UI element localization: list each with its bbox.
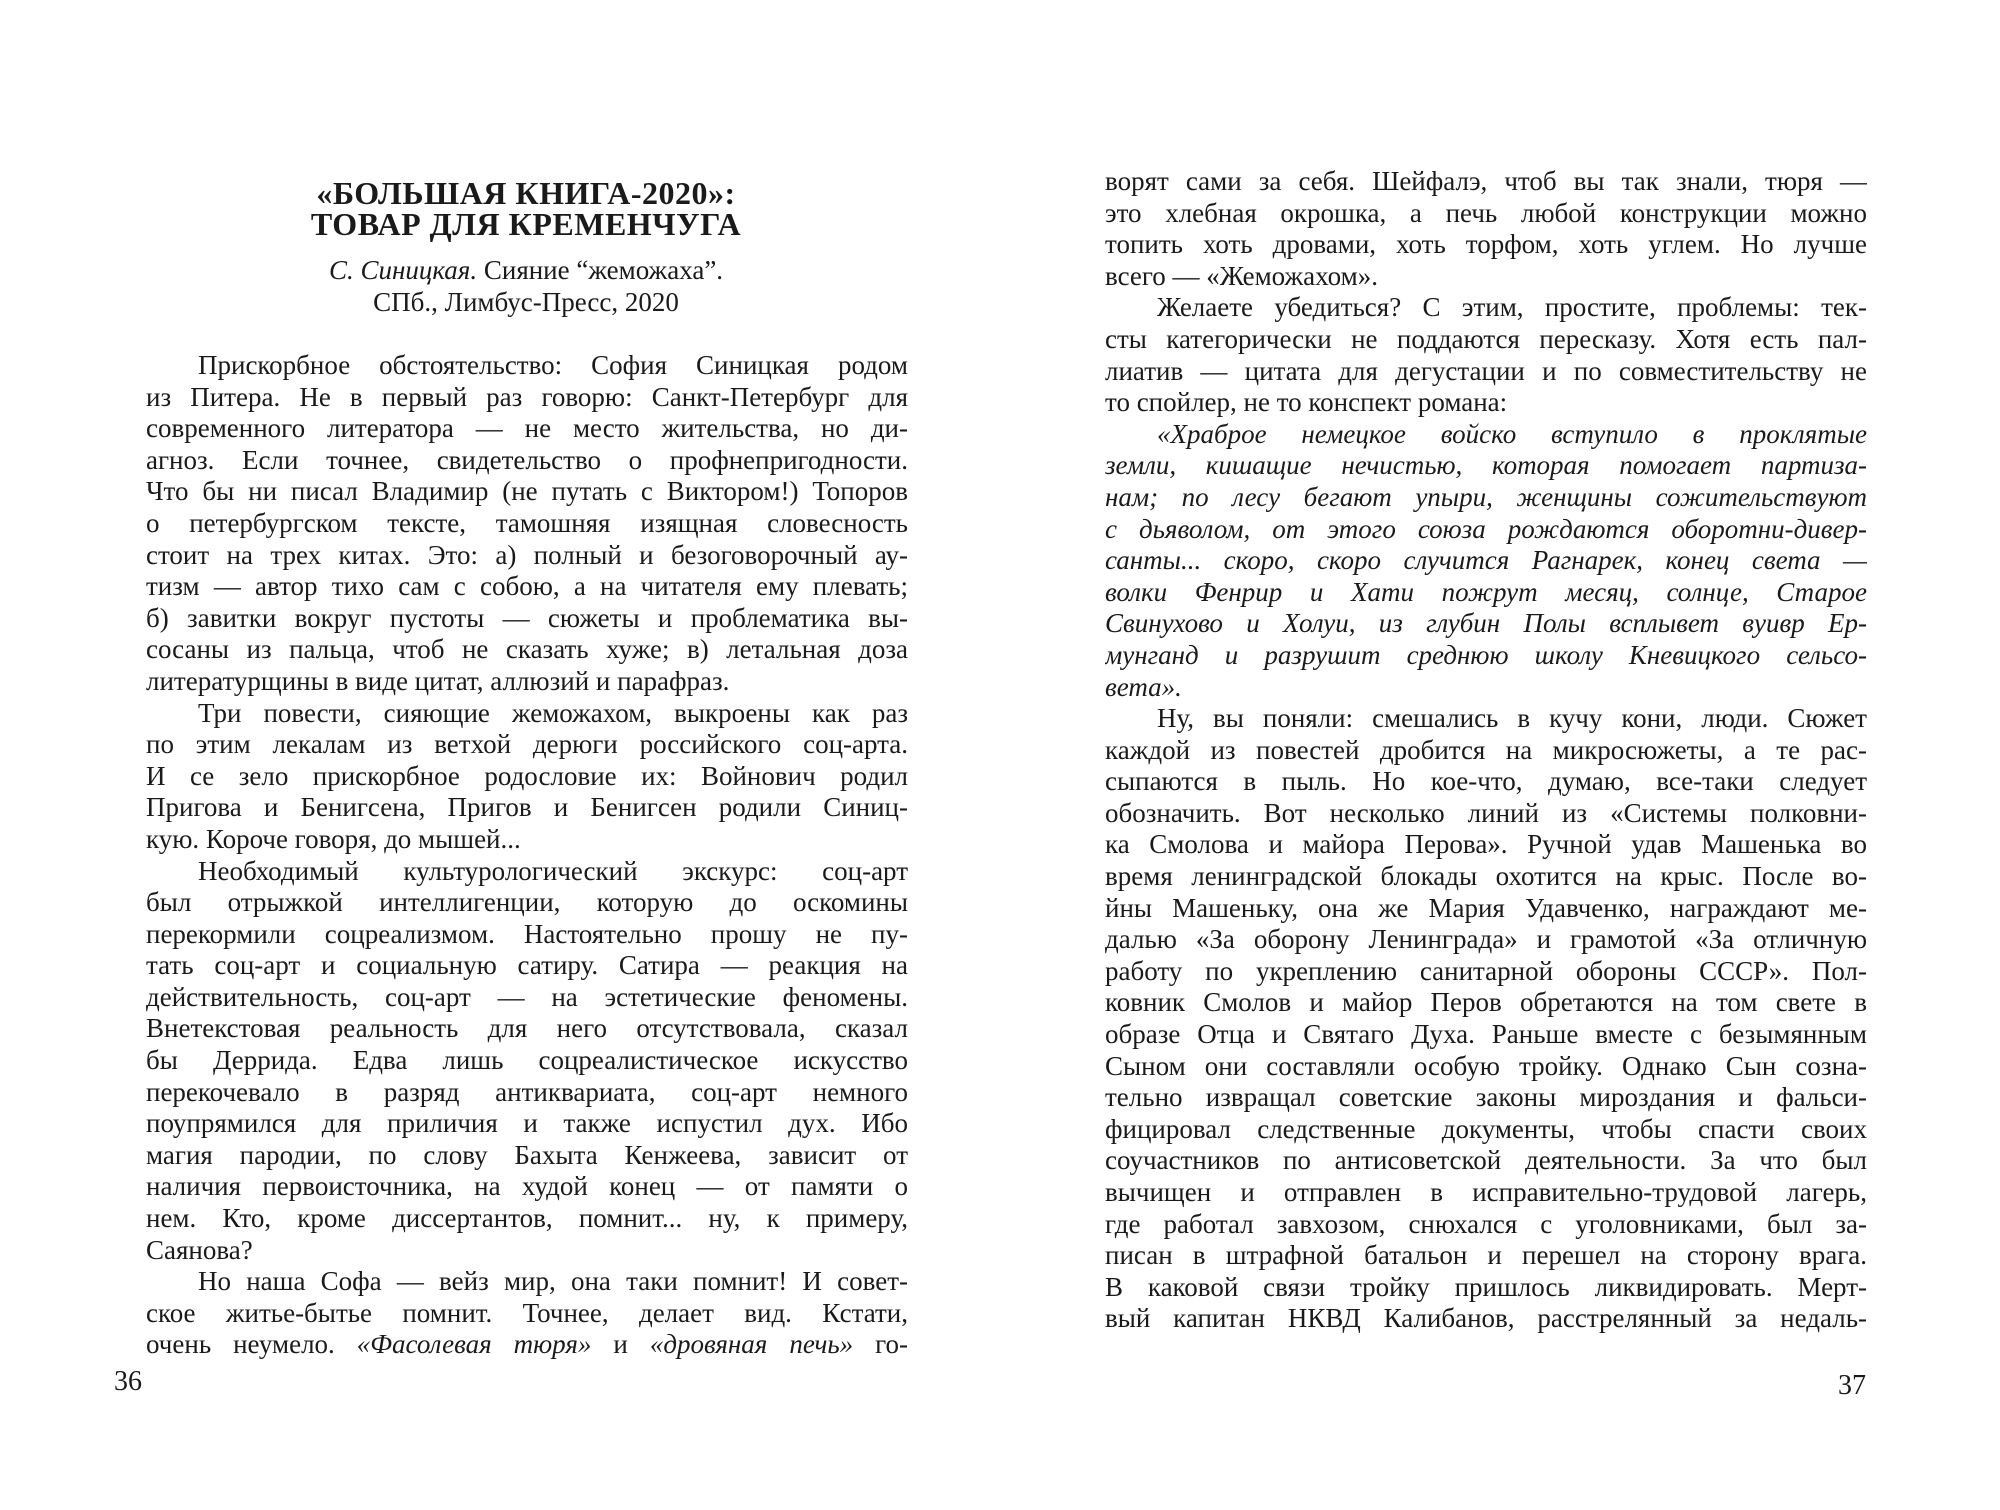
text-line: перекормили соцреализмом. Настоятельно прошу не пу- bbox=[146, 918, 908, 949]
text-line: действительность, соц-арт — на эстетические феномены. bbox=[146, 981, 908, 1012]
text-line bbox=[146, 1329, 908, 1361]
book-author: С. Синицкая. bbox=[328, 255, 478, 285]
right-page bbox=[1000, 0, 2000, 1510]
quoted-title: «дровяная печь» bbox=[649, 1329, 854, 1360]
text-line: кую. Короче говоря, до мышей... bbox=[146, 823, 521, 854]
text-line: сосаны из пальца, чтоб не сказать хуже; в) летальная доза bbox=[146, 634, 908, 665]
text-line: Свинухово и Холуи, из глубин Полы всплывет вуивр Ер- bbox=[1105, 608, 1867, 639]
text-line: вычищен и отправлен в исправительно-трудовой лагерь, bbox=[1105, 1177, 1867, 1207]
text-line: вый капитан НКВД Калибанов, расстрелянный за недаль- bbox=[1105, 1303, 1867, 1334]
left-page-body bbox=[146, 350, 908, 1361]
text-line: нам; по лесу бегают упыри, женщины сожительствуют bbox=[1105, 481, 1867, 512]
article-title-line-2: ТОВАР ДЛЯ КРЕМЕНЧУГА bbox=[310, 206, 742, 242]
text-line: образе Отца и Святаго Духа. Раньше вместе с безымянным bbox=[1105, 1019, 1867, 1050]
text-line: Сыном они составляли особую тройку. Однако Сын созна- bbox=[1105, 1050, 1867, 1081]
page-number-right: 37 bbox=[1838, 1370, 1866, 1401]
text-line: Необходимый культурологический экскурс: соц-арт bbox=[198, 855, 908, 886]
text-segment: го- bbox=[853, 1329, 908, 1360]
text-line: перекочевало в разряд антиквариата, соц-арт немного bbox=[146, 1076, 908, 1107]
text-line: санты... скоро, скоро случится Рагнарек, конец света — bbox=[1105, 545, 1867, 576]
text-line: Внетекстовая реальность для него отсутствовала, сказал bbox=[146, 1013, 908, 1044]
text-line: Но наша Софа — вейз мир, она таки помнит! И совет- bbox=[198, 1266, 908, 1297]
text-line: современного литератора — не место жительства, но ди- bbox=[146, 413, 908, 444]
text-line: фицировал следственные документы, чтобы спасти своих bbox=[1105, 1113, 1867, 1144]
text-line: агноз. Если точнее, свидетельство о профнепригодности. bbox=[146, 444, 908, 475]
text-line: И се зело прискорбное родословие их: Войнович родил bbox=[146, 760, 908, 791]
text-line: наличия первоисточника, на худой конец — от памяти о bbox=[146, 1171, 908, 1202]
text-line: Желаете убедиться? С этим, простите, проблемы: тек- bbox=[1157, 292, 1867, 323]
text-line: поупрямился для приличия и также испустил дух. Ибо bbox=[146, 1108, 908, 1139]
text-line: Пригова и Бенигсена, Пригов и Бенигсен родили Синиц- bbox=[146, 792, 908, 823]
book-title: Сияние “жеможаха”. bbox=[477, 255, 724, 285]
text-line: был отрыжкой интеллигенции, которую до оскомины bbox=[146, 887, 908, 918]
text-line: сыпаются в пыль. Но кое-что, думаю, все-таки следует bbox=[1105, 766, 1867, 797]
text-segment: очень неумело. bbox=[146, 1329, 357, 1360]
text-line: Три повести, сияющие жеможахом, выкроены как раз bbox=[198, 697, 908, 728]
text-line: всего — «Жеможахом». bbox=[1105, 260, 1378, 291]
text-line: время ленинградской блокады охотится на крыс. После во- bbox=[1105, 861, 1867, 892]
text-line: мунганд и разрушит среднюю школу Кневицкого сельсо- bbox=[1105, 639, 1867, 670]
text-line: бы Деррида. Едва лишь соцреалистическое искусство bbox=[146, 1045, 908, 1076]
text-line: о петербургском тексте, тамошняя изящная словесность bbox=[146, 507, 908, 538]
text-line: йны Машеньку, она же Мария Удавченко, награждают ме- bbox=[1105, 892, 1867, 923]
text-line: ка Смолова и майора Перова». Ручной удав Машенька во bbox=[1105, 829, 1867, 860]
text-line: вета». bbox=[1105, 671, 1182, 702]
text-line: это хлебная окрошка, а печь любой конструкции можно bbox=[1105, 197, 1867, 228]
text-line: ковник Смолов и майор Перов обретаются на том свете в bbox=[1105, 987, 1867, 1018]
text-line: из Питера. Не в первый раз говорю: Санкт-Петербург для bbox=[146, 381, 908, 412]
right-page-body bbox=[1105, 166, 1867, 1335]
text-line: лиатив — цитата для дегустации и по совместительству не bbox=[1105, 355, 1867, 386]
text-line: далью «За оборону Ленинграда» и грамотой «За отличную bbox=[1105, 924, 1867, 955]
text-line: б) завитки вокруг пустоты — сюжеты и проблематика вы- bbox=[146, 602, 908, 633]
text-line: тельно извращал советские законы мироздания и фальси- bbox=[1105, 1082, 1867, 1113]
text-line: волки Фенрир и Хати пожрут месяц, солнце, Старое bbox=[1105, 576, 1867, 607]
text-line: по этим лекалам из ветхой дерюги российского соц-арта. bbox=[146, 729, 908, 760]
article-title-line-1: «БОЛЬШАЯ КНИГА-2020»: bbox=[316, 175, 736, 211]
text-line: каждой из повестей дробится на микросюжеты, а те рас- bbox=[1105, 734, 1867, 765]
text-line: Саянова? bbox=[146, 1234, 253, 1265]
text-line: работу по укреплению санитарной обороны СССР». Пол- bbox=[1105, 955, 1867, 986]
text-line: соучастников по антисоветской деятельности. За что был bbox=[1105, 1145, 1867, 1176]
text-line: «Храброе немецкое войско вступило в проклятые bbox=[1157, 418, 1867, 449]
text-segment: и bbox=[591, 1329, 650, 1360]
quoted-title: «Фасолевая тюря» bbox=[356, 1329, 592, 1360]
text-line: обозначить. Вот несколько линий из «Системы полковни- bbox=[1105, 797, 1867, 828]
book-reference bbox=[146, 254, 906, 286]
text-line: Что бы ни писал Владимир (не путать с Виктором!) Топоров bbox=[146, 476, 908, 507]
text-line: сты категорически не поддаются пересказу. Хотя есть пал- bbox=[1105, 323, 1867, 354]
text-line: Ну, вы поняли: смешались в кучу кони, люди. Сюжет bbox=[1157, 703, 1867, 734]
page-number-left: 36 bbox=[114, 1366, 142, 1397]
text-line: тать соц-арт и социальную сатиру. Сатира — реакция на bbox=[146, 950, 908, 981]
text-line: магия пародии, по слову Бахыта Кенжеева, зависит от bbox=[146, 1139, 908, 1170]
text-line: тизм — автор тихо сам с собою, а на читателя ему плевать; bbox=[146, 571, 908, 602]
text-line: литературщины в виде цитат, аллюзий и парафраз. bbox=[146, 665, 730, 696]
text-line: то спойлер, не то конспект романа: bbox=[1105, 387, 1508, 418]
text-line: В каковой связи тройку пришлось ликвидировать. Мерт- bbox=[1105, 1271, 1867, 1302]
text-line: земли, кишащие нечистью, которая помогает партиза- bbox=[1105, 450, 1867, 481]
text-line: ворят сами за себя. Шейфалэ, чтоб вы так знали, тюря — bbox=[1105, 166, 1867, 196]
text-line: писан в штрафной батальон и перешел на сторону врага. bbox=[1105, 1240, 1867, 1271]
text-line: где работал завхозом, снюхался с уголовниками, был за- bbox=[1105, 1208, 1867, 1239]
text-line: ское житье-бытье помнит. Точнее, делает вид. Кстати, bbox=[146, 1297, 908, 1328]
book-publisher: СПб., Лимбус-Пресс, 2020 bbox=[373, 287, 679, 317]
text-line: с дьяволом, от этого союза рождаются оборотни-дивер- bbox=[1105, 513, 1867, 544]
text-line: нем. Кто, кроме диссертантов, помнит... ну, к примеру, bbox=[146, 1203, 908, 1234]
text-line: топить хоть дровами, хоть торфом, хоть углем. Но лучше bbox=[1105, 229, 1867, 260]
text-line: Прискорбное обстоятельство: София Синицкая родом bbox=[198, 350, 908, 380]
text-line: стоит на трех китах. Это: а) полный и безоговорочный ау- bbox=[146, 539, 908, 570]
